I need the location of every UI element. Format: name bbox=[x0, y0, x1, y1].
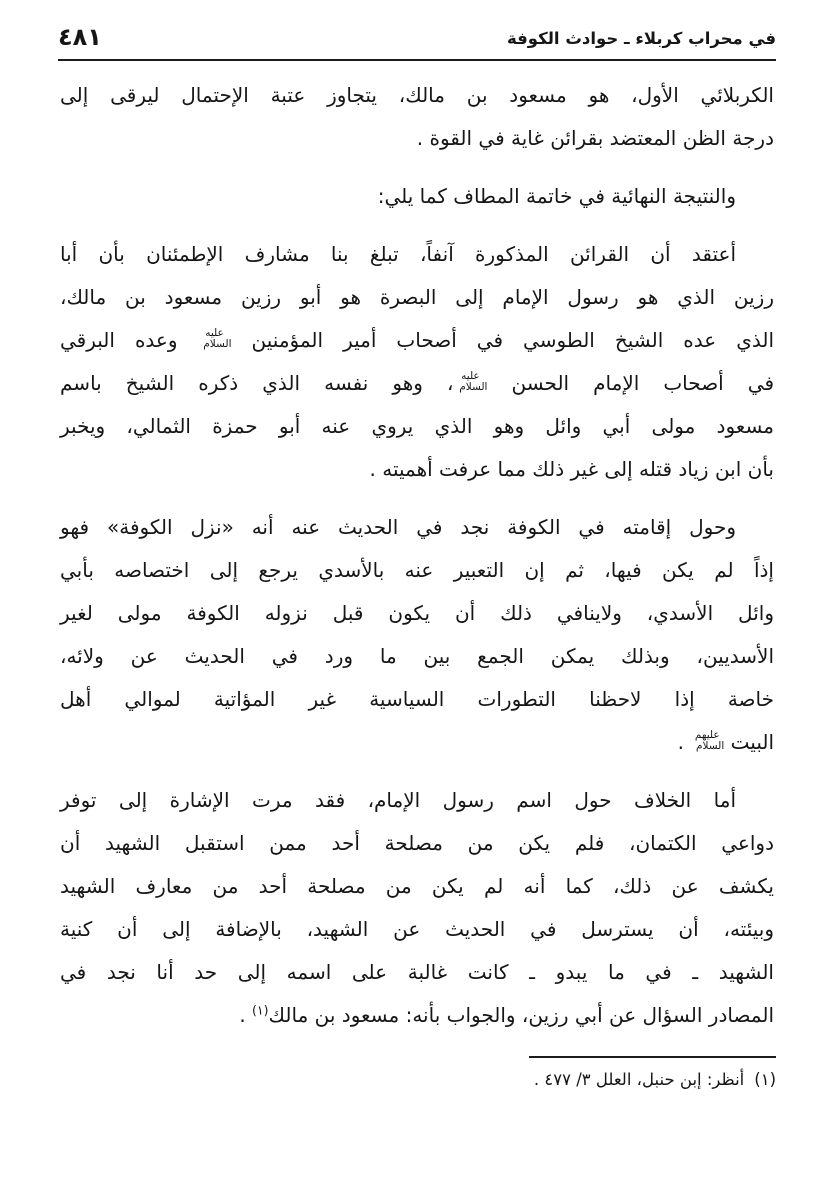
text-line bbox=[60, 678, 774, 721]
footnote bbox=[60, 1067, 776, 1093]
text-line bbox=[60, 994, 774, 1037]
text-line bbox=[60, 319, 774, 362]
text-segment: درجة الظن المعتضد بقرائن غاية في القوة . bbox=[416, 126, 774, 150]
text-line bbox=[60, 908, 774, 951]
paragraph bbox=[60, 779, 774, 1037]
text-segment: إذاً لم يكن فيها، ثم إن التعبير عنه بالأسدي يرجع إلى اختصاصه بأبي bbox=[60, 558, 774, 582]
text-segment: وبيئته، أن يسترسل في الحديث عن الشهيد، بالإضافة إلى أن كنية bbox=[60, 917, 774, 941]
text-segment: خاصة إذا لاحظنا التطورات السياسية غير المؤاتية لموالي أهل bbox=[60, 687, 774, 711]
text-line bbox=[60, 233, 774, 276]
text-segment: يكشف عن ذلك، كما أنه لم يكن من مصلحة أحد من معارف الشهيد bbox=[60, 874, 774, 898]
text-line bbox=[60, 635, 774, 678]
text-segment: وحول إقامته في الكوفة نجد في الحديث عنه أنه «نزل الكوفة» فهو bbox=[60, 515, 736, 539]
honorific-mark: عليهم السلام bbox=[694, 728, 725, 752]
running-title: في محراب كربلاء ـ حوادث الكوفة bbox=[506, 29, 776, 48]
paragraph bbox=[60, 506, 774, 764]
text-segment: رزين الذي هو رسول الإمام إلى البصرة هو أبو رزين مسعود بن مالك، bbox=[60, 285, 774, 309]
text-line bbox=[60, 74, 774, 117]
footnote-text: أنظر: إبن حنبل، العلل ٣/ ٤٧٧ . bbox=[533, 1070, 745, 1089]
footnote-marker: (١) bbox=[754, 1070, 776, 1089]
paragraph bbox=[60, 74, 774, 160]
text-segment: في أصحاب الإمام الحسن bbox=[487, 371, 775, 395]
page-body bbox=[60, 74, 774, 1037]
paragraph bbox=[60, 175, 774, 218]
text-line bbox=[60, 506, 774, 549]
text-line bbox=[60, 405, 774, 448]
text-line bbox=[60, 175, 774, 218]
page-number: ٤٨١ bbox=[58, 23, 102, 51]
text-segment: دواعي الكتمان، فلم يكن من مصلحة أحد ممن استقبل الشهيد أن bbox=[60, 831, 774, 855]
text-line bbox=[60, 721, 774, 764]
text-segment: الذي عده الشيخ الطوسي في أصحاب أمير المؤمنين bbox=[231, 328, 775, 352]
text-segment: أعتقد أن القرائن المذكورة آنفاً، تبلغ بنا مشارف الإطمئنان بأن أبا bbox=[60, 242, 736, 266]
text-segment: بأن ابن زياد قتله إلى غير ذلك مما عرفت أهميته . bbox=[369, 457, 774, 481]
footnote-rule bbox=[529, 1056, 776, 1058]
text-line bbox=[60, 362, 774, 405]
text-segment: الأسديين، وبذلك يمكن الجمع بين ما ورد في الحديث عن ولائه، bbox=[60, 644, 774, 668]
text-line bbox=[60, 951, 774, 994]
footnote-area bbox=[60, 1056, 776, 1093]
text-line bbox=[60, 779, 774, 822]
text-line bbox=[60, 448, 774, 491]
text-segment: مسعود مولى أبي وائل وهو الذي يروي عنه أبو حمزة الثمالي، ويخبر bbox=[60, 414, 774, 438]
text-line bbox=[60, 117, 774, 160]
text-line bbox=[60, 592, 774, 635]
footnote-ref-marker: (١) bbox=[252, 1002, 269, 1018]
page-header bbox=[58, 20, 776, 51]
text-segment: الشهيد ـ في ما يبدو ـ كانت غالبة على اسمه إلى حد أنا نجد في bbox=[60, 960, 774, 984]
text-segment: وعده البرقي bbox=[60, 328, 198, 352]
text-line bbox=[60, 865, 774, 908]
text-segment: والنتيجة النهائية في خاتمة المطاف كما يلي: bbox=[377, 184, 736, 208]
text-segment: أما الخلاف حول اسم رسول الإمام، فقد مرت الإشارة إلى توفر bbox=[60, 788, 736, 812]
text-line bbox=[60, 822, 774, 865]
text-segment: وائل الأسدي، ولاينافي ذلك أن يكون قبل نزوله الكوفة مولى لغير bbox=[60, 601, 774, 625]
paragraph bbox=[60, 233, 774, 491]
text-segment: البيت bbox=[724, 730, 774, 754]
header-rule bbox=[58, 59, 776, 61]
text-line bbox=[60, 549, 774, 592]
honorific-mark: عليه السلام bbox=[459, 369, 488, 393]
text-segment: . bbox=[677, 730, 691, 754]
text-segment: المصادر السؤال عن أبي رزين، والجواب بأنه: مسعود بن مالك bbox=[268, 1003, 774, 1027]
text-segment: . bbox=[239, 1003, 253, 1027]
text-segment: ، وهو نفسه الذي ذكره الشيخ باسم bbox=[60, 371, 454, 395]
text-line bbox=[60, 276, 774, 319]
honorific-mark: عليه السلام bbox=[203, 326, 232, 350]
text-segment: الكربلائي الأول، هو مسعود بن مالك، يتجاوز عتبة الإحتمال ليرقى إلى bbox=[60, 83, 774, 107]
